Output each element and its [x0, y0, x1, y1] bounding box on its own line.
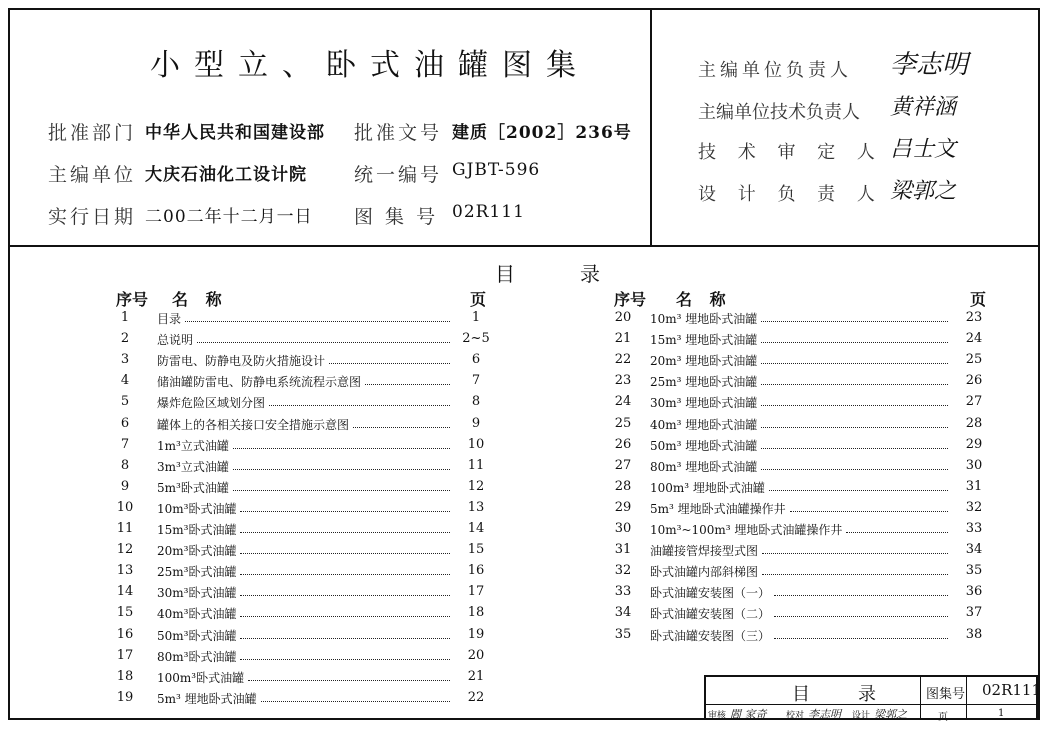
toc-row-leader	[261, 701, 450, 702]
signature-4: 梁郭之	[890, 179, 957, 204]
toc-row-page: 24	[965, 331, 983, 347]
responsible-label-2: 主编单位技术负责人	[698, 102, 860, 123]
toc-row	[608, 352, 1008, 372]
toc-row-page: 14	[467, 521, 485, 536]
toc-row	[608, 563, 1008, 583]
toc-row-number: 18	[116, 668, 134, 684]
right-name-header: 名 称	[676, 290, 732, 309]
approval-doc: 建质［2002］236号	[452, 123, 632, 143]
toc-row-name: 50m³ 埋地卧式油罐	[650, 438, 758, 453]
header-divider	[8, 245, 1040, 247]
toc-row-name: 防雷电、防静电及防火措施设计	[157, 354, 326, 369]
toc-row-name: 80m³ 埋地卧式油罐	[650, 459, 758, 474]
design-label: 设计	[852, 711, 871, 721]
responsible-label-3: 技 术 审 定 人	[698, 142, 883, 163]
effective-date-label: 实行日期	[48, 206, 137, 228]
design-signature: 梁郭之	[874, 708, 907, 721]
toc-row-leader	[774, 616, 948, 617]
toc-row-name: 油罐接管焊接型式图	[650, 544, 759, 559]
toc-row	[110, 500, 500, 520]
toc-row-leader	[240, 638, 450, 639]
toc-row-number: 31	[614, 542, 632, 558]
title-block-atlas-label: 图集号	[926, 687, 966, 702]
toc-row	[608, 437, 1008, 457]
review-label: 审核	[708, 711, 727, 721]
toc-row-page: 23	[965, 310, 983, 325]
toc-row-name: 罐体上的各相关接口安全措施示意图	[157, 417, 350, 432]
toc-row-leader	[762, 553, 948, 554]
toc-row-number: 16	[116, 626, 134, 642]
toc-row-leader	[269, 405, 450, 406]
toc-row-page: 6	[471, 352, 481, 368]
title-block-col-1	[920, 675, 921, 720]
toc-row-leader	[240, 553, 450, 554]
left-seq-header: 序号	[116, 290, 149, 309]
toc-row-name: 总说明	[157, 333, 194, 348]
toc-row-leader	[233, 469, 450, 470]
toc-row-name: 20m³卧式油罐	[157, 544, 237, 559]
toc-row-number: 1	[120, 310, 130, 325]
toc-row	[110, 648, 500, 668]
title-block-right-divider	[920, 704, 1038, 705]
title-block-name-char-1: 目	[792, 684, 810, 705]
toc-row-leader	[846, 532, 948, 533]
title-block-atlas-no: 02R111	[982, 681, 1042, 699]
atlas-no-label: 图 集 号	[354, 206, 439, 228]
toc-row-leader	[761, 384, 948, 385]
unified-no-label: 统一编号	[354, 164, 443, 186]
toc-row	[608, 627, 1008, 647]
toc-row-page: 18	[467, 605, 485, 621]
editor-unit-label: 主编单位	[48, 164, 137, 186]
page-label: 页	[938, 712, 948, 723]
atlas-title: 小型立、卧式油罐图集	[150, 48, 590, 83]
toc-row-name: 卧式油罐安装图（三）	[650, 628, 771, 643]
toc-row-name: 卧式油罐安装图（二）	[650, 607, 771, 622]
toc-row-name: 100m³卧式油罐	[157, 670, 245, 685]
title-block-col-2	[966, 675, 967, 720]
approval-doc-label: 批准文号	[354, 122, 443, 144]
toc-row-number: 12	[116, 542, 134, 558]
toc-row-name: 5m³ 埋地卧式油罐	[157, 691, 257, 706]
toc-row-leader	[365, 384, 450, 385]
toc-row-page: 37	[965, 605, 983, 621]
toc-row-number: 19	[116, 689, 134, 705]
toc-row-number: 17	[116, 647, 134, 663]
toc-row-page: 32	[965, 499, 983, 515]
toc-row-leader	[240, 595, 450, 596]
toc-row-page: 13	[467, 499, 485, 515]
toc-row-leader	[197, 342, 450, 343]
toc-row-number: 26	[614, 436, 632, 452]
title-block-name-char-2: 录	[858, 684, 876, 705]
toc-row-page: 29	[965, 436, 983, 452]
toc-row-number: 15	[116, 605, 134, 621]
left-name-header: 名 称	[172, 290, 228, 309]
toc-row-leader	[240, 574, 450, 575]
signature-2: 黄祥涵	[890, 95, 957, 120]
toc-row	[110, 605, 500, 625]
toc-row-number: 27	[614, 457, 632, 473]
toc-title-char-1: 目	[495, 262, 515, 286]
title-block-row-divider	[704, 704, 920, 705]
toc-row-name: 25m³卧式油罐	[157, 565, 237, 580]
toc-row	[110, 627, 500, 647]
left-page-header: 页	[470, 290, 487, 309]
toc-row-page: 35	[965, 563, 983, 579]
toc-row-leader	[761, 363, 948, 364]
toc-row-leader	[761, 342, 948, 343]
toc-row-page: 8	[471, 394, 481, 410]
toc-row	[110, 584, 500, 604]
toc-row	[110, 331, 500, 351]
toc-row-page: 27	[965, 394, 983, 410]
toc-row-number: 9	[120, 478, 130, 494]
toc-row-number: 22	[614, 352, 632, 368]
toc-row-name: 5m³卧式油罐	[157, 480, 229, 495]
toc-row-name: 卧式油罐安装图（一）	[650, 586, 771, 601]
toc-row-page: 10	[467, 436, 485, 452]
toc-row	[110, 458, 500, 478]
toc-row	[608, 310, 1008, 330]
toc-row-page: 16	[467, 563, 485, 579]
toc-row-name: 20m³ 埋地卧式油罐	[650, 354, 758, 369]
toc-row-leader	[240, 511, 450, 512]
toc-row-leader	[240, 532, 450, 533]
toc-row	[608, 394, 1008, 414]
toc-row-leader	[761, 321, 948, 322]
toc-row-leader	[761, 427, 948, 428]
toc-row	[608, 500, 1008, 520]
toc-row-page: 30	[965, 457, 983, 473]
toc-row-name: 10m³~100m³ 埋地卧式油罐操作井	[650, 523, 843, 537]
toc-row-number: 35	[614, 626, 632, 642]
toc-row-number: 32	[614, 563, 632, 579]
toc-row-name: 储油罐防雷电、防静电系统流程示意图	[157, 375, 362, 390]
toc-row-page: 22	[467, 689, 485, 705]
toc-row-name: 15m³ 埋地卧式油罐	[650, 333, 758, 348]
toc-row-number: 14	[116, 584, 134, 600]
toc-row-name: 15m³卧式油罐	[157, 523, 237, 537]
toc-row-leader	[233, 448, 450, 449]
toc-row-name: 1m³立式油罐	[157, 438, 229, 453]
toc-row-number: 23	[614, 373, 632, 389]
toc-row-number: 33	[614, 584, 632, 600]
right-seq-header: 序号	[614, 290, 647, 309]
toc-row-page: 34	[965, 542, 983, 558]
toc-row-page: 25	[965, 352, 983, 368]
toc-row-leader	[774, 595, 948, 596]
toc-row-leader	[761, 469, 948, 470]
toc-row	[110, 310, 500, 330]
toc-row-number: 30	[614, 521, 632, 536]
toc-row-number: 10	[116, 499, 134, 515]
toc-row	[608, 416, 1008, 436]
toc-row-number: 11	[116, 521, 134, 536]
toc-row	[110, 394, 500, 414]
toc-row	[110, 437, 500, 457]
toc-row-page: 28	[965, 415, 983, 431]
toc-row-leader	[329, 363, 450, 364]
toc-row-number: 28	[614, 478, 632, 494]
toc-row	[110, 542, 500, 562]
toc-row-number: 34	[614, 605, 632, 621]
toc-row-page: 1	[471, 310, 481, 325]
toc-row-name: 5m³ 埋地卧式油罐操作井	[650, 501, 786, 516]
toc-row-name: 100m³ 埋地卧式油罐	[650, 480, 765, 495]
toc-row	[110, 479, 500, 499]
toc-row-leader	[353, 427, 450, 428]
toc-row-name: 80m³卧式油罐	[157, 649, 237, 664]
check-label: 校对	[786, 711, 805, 721]
toc-row-number: 25	[614, 415, 632, 431]
toc-row-number: 6	[120, 415, 130, 431]
toc-row-page: 7	[471, 373, 481, 389]
toc-row	[110, 690, 500, 710]
approval-dept-label: 批准部门	[48, 122, 137, 144]
editor-unit: 大庆石油化工设计院	[145, 165, 307, 185]
responsible-label-1: 主编单位负责人	[698, 60, 852, 81]
toc-row-number: 7	[120, 436, 130, 452]
toc-row	[608, 479, 1008, 499]
toc-row-name: 30m³卧式油罐	[157, 586, 237, 601]
toc-row	[608, 584, 1008, 604]
toc-row-name: 40m³卧式油罐	[157, 607, 237, 622]
toc-row	[608, 458, 1008, 478]
toc-row	[110, 373, 500, 393]
toc-title-char-2: 录	[580, 262, 600, 286]
toc-row-page: 2~5	[462, 331, 490, 347]
header-vertical-divider	[650, 8, 652, 246]
toc-row-page: 12	[467, 478, 485, 494]
toc-row-page: 11	[467, 457, 485, 473]
toc-row-leader	[761, 448, 948, 449]
toc-row-page: 19	[467, 626, 485, 642]
toc-row-page: 38	[965, 626, 983, 642]
toc-row-number: 8	[120, 457, 130, 473]
toc-row-leader	[762, 574, 948, 575]
toc-row-page: 26	[965, 373, 983, 389]
signature-1: 李志明	[890, 50, 969, 80]
toc-row-leader	[790, 511, 948, 512]
toc-row-name: 25m³ 埋地卧式油罐	[650, 375, 758, 390]
toc-row	[608, 373, 1008, 393]
toc-row-name: 30m³ 埋地卧式油罐	[650, 396, 758, 411]
page-number: 1	[998, 708, 1005, 719]
toc-row-number: 20	[614, 310, 632, 325]
toc-row-number: 2	[120, 331, 130, 347]
toc-row	[110, 521, 500, 541]
toc-row-number: 29	[614, 499, 632, 515]
toc-row-page: 21	[467, 668, 485, 684]
responsible-label-4: 设 计 负 责 人	[698, 184, 883, 205]
effective-date: 二00二年十二月一日	[145, 207, 313, 227]
unified-no: GJBT-596	[452, 160, 541, 180]
toc-row-name: 40m³ 埋地卧式油罐	[650, 417, 758, 432]
toc-row-name: 3m³立式油罐	[157, 459, 229, 474]
signature-3: 吕士文	[890, 137, 957, 162]
toc-row-page: 17	[467, 584, 485, 600]
review-signature: 閻 家奇	[730, 708, 767, 721]
toc-row-leader	[240, 659, 450, 660]
toc-row-name: 目录	[157, 312, 182, 326]
toc-row-page: 9	[471, 415, 481, 431]
toc-row	[608, 605, 1008, 625]
toc-row-leader	[240, 616, 450, 617]
right-page-header: 页	[970, 290, 987, 309]
toc-row-leader	[185, 321, 450, 322]
toc-row	[110, 563, 500, 583]
toc-row-name: 50m³卧式油罐	[157, 628, 237, 643]
toc-row-name: 10m³ 埋地卧式油罐	[650, 312, 758, 326]
toc-row-number: 13	[116, 563, 134, 579]
toc-row-number: 5	[120, 394, 130, 410]
toc-row	[608, 331, 1008, 351]
toc-row-page: 33	[965, 521, 983, 536]
toc-row-leader	[774, 638, 948, 639]
atlas-no: 02R111	[452, 202, 525, 222]
toc-row	[608, 521, 1008, 541]
toc-row-number: 24	[614, 394, 632, 410]
toc-row-name: 10m³卧式油罐	[157, 501, 237, 516]
toc-row-name: 爆炸危险区域划分图	[157, 396, 266, 411]
toc-row-number: 21	[614, 331, 632, 347]
toc-row-page: 31	[965, 478, 983, 494]
toc-row-page: 36	[965, 584, 983, 600]
toc-row	[110, 416, 500, 436]
toc-row-number: 4	[120, 373, 130, 389]
toc-row-page: 20	[467, 647, 485, 663]
toc-row-leader	[233, 490, 450, 491]
toc-row	[608, 542, 1008, 562]
toc-row-leader	[761, 405, 948, 406]
toc-row-leader	[769, 490, 948, 491]
check-signature: 李志明	[808, 708, 841, 721]
toc-row-leader	[248, 680, 450, 681]
approval-dept: 中华人民共和国建设部	[145, 123, 325, 143]
toc-row	[110, 352, 500, 372]
toc-row-name: 卧式油罐内部斜梯图	[650, 565, 759, 580]
toc-row-number: 3	[120, 352, 130, 368]
toc-row-page: 15	[467, 542, 485, 558]
toc-row	[110, 669, 500, 689]
